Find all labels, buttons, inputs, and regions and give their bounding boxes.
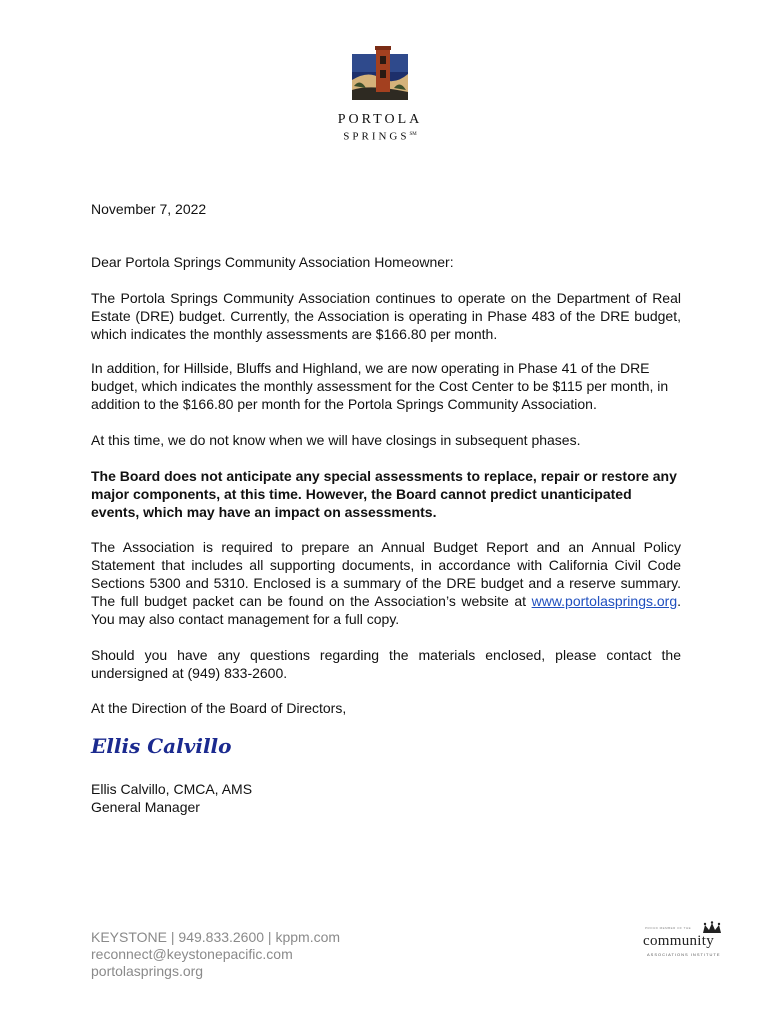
cai-institute: ASSOCIATIONS INSTITUTE	[647, 952, 721, 957]
logo-name: PORTOLA	[337, 112, 423, 127]
cai-small-text: PROUD MEMBER OF THE	[645, 926, 692, 930]
letter-date: November 7, 2022	[91, 201, 207, 217]
signer-title: General Manager	[91, 799, 200, 815]
paragraph-special-assessments: The Board does not anticipate any special assessments to replace, repair or restore any major components, at this time. However, the Board cannot predict unanticipated events, which may have an impact on assessments.	[91, 468, 677, 520]
footer-contact	[91, 929, 340, 980]
paragraph-annual-budget-tail: . You may also contact management for a full copy.	[91, 593, 681, 627]
footer-line-email: reconnect@keystonepacific.com	[91, 946, 293, 962]
paragraph-closings: At this time, we do not know when we will have closings in subsequent phases.	[91, 432, 581, 448]
signature: Ellis Calvillo	[91, 734, 232, 758]
paragraph-questions: Should you have any questions regarding the materials enclosed, please contact the undersigned at (949) 833-2600.	[91, 647, 681, 681]
cai-member-badge	[643, 921, 723, 961]
signer-name: Ellis Calvillo, CMCA, AMS	[91, 781, 253, 797]
letter-salutation: Dear Portola Springs Community Association Homeowner:	[91, 254, 454, 270]
portola-springs-logo	[325, 44, 435, 154]
footer-line-company: KEYSTONE | 949.833.2600 | kppm.com	[91, 929, 341, 945]
logo-sub-text: SPRINGS	[343, 130, 410, 143]
website-link[interactable]: www.portolasprings.org	[531, 593, 678, 609]
paragraph-annual-budget	[91, 538, 681, 628]
paragraph-annual-budget-text: The Association is required to prepare an Annual Budget Report and an Annual Policy Statement that includes all supporting documents, in accordance with California Civil Code Sections 5300 and 5310. Enclosed is a summary of the DRE budget and a reserve summary. The full budget packet can be found on the Association’s website at	[91, 539, 681, 609]
bell-tower-icon	[350, 44, 410, 102]
paragraph-cost-center: In addition, for Hillside, Bluffs and Highland, we are now operating in Phase 41 of the DRE budget, which indicates the monthly assessment for the Cost Center to be $115 per month, in addition to the $166.80 per month for the Portola Springs Community Association.	[91, 360, 669, 412]
footer-line-website: portolasprings.org	[91, 963, 204, 979]
cai-word: community	[643, 933, 715, 949]
paragraph-budget-phase: The Portola Springs Community Association continues to operate on the Department of Real Estate (DRE) budget. Currently, the Association is operating in Phase 483 of the DRE budget, which indicates the monthly assessments are $166.80 per month.	[91, 290, 681, 342]
letter-closing: At the Direction of the Board of Directors,	[91, 700, 347, 716]
service-mark: SM	[409, 132, 417, 137]
logo-subname	[325, 128, 435, 144]
